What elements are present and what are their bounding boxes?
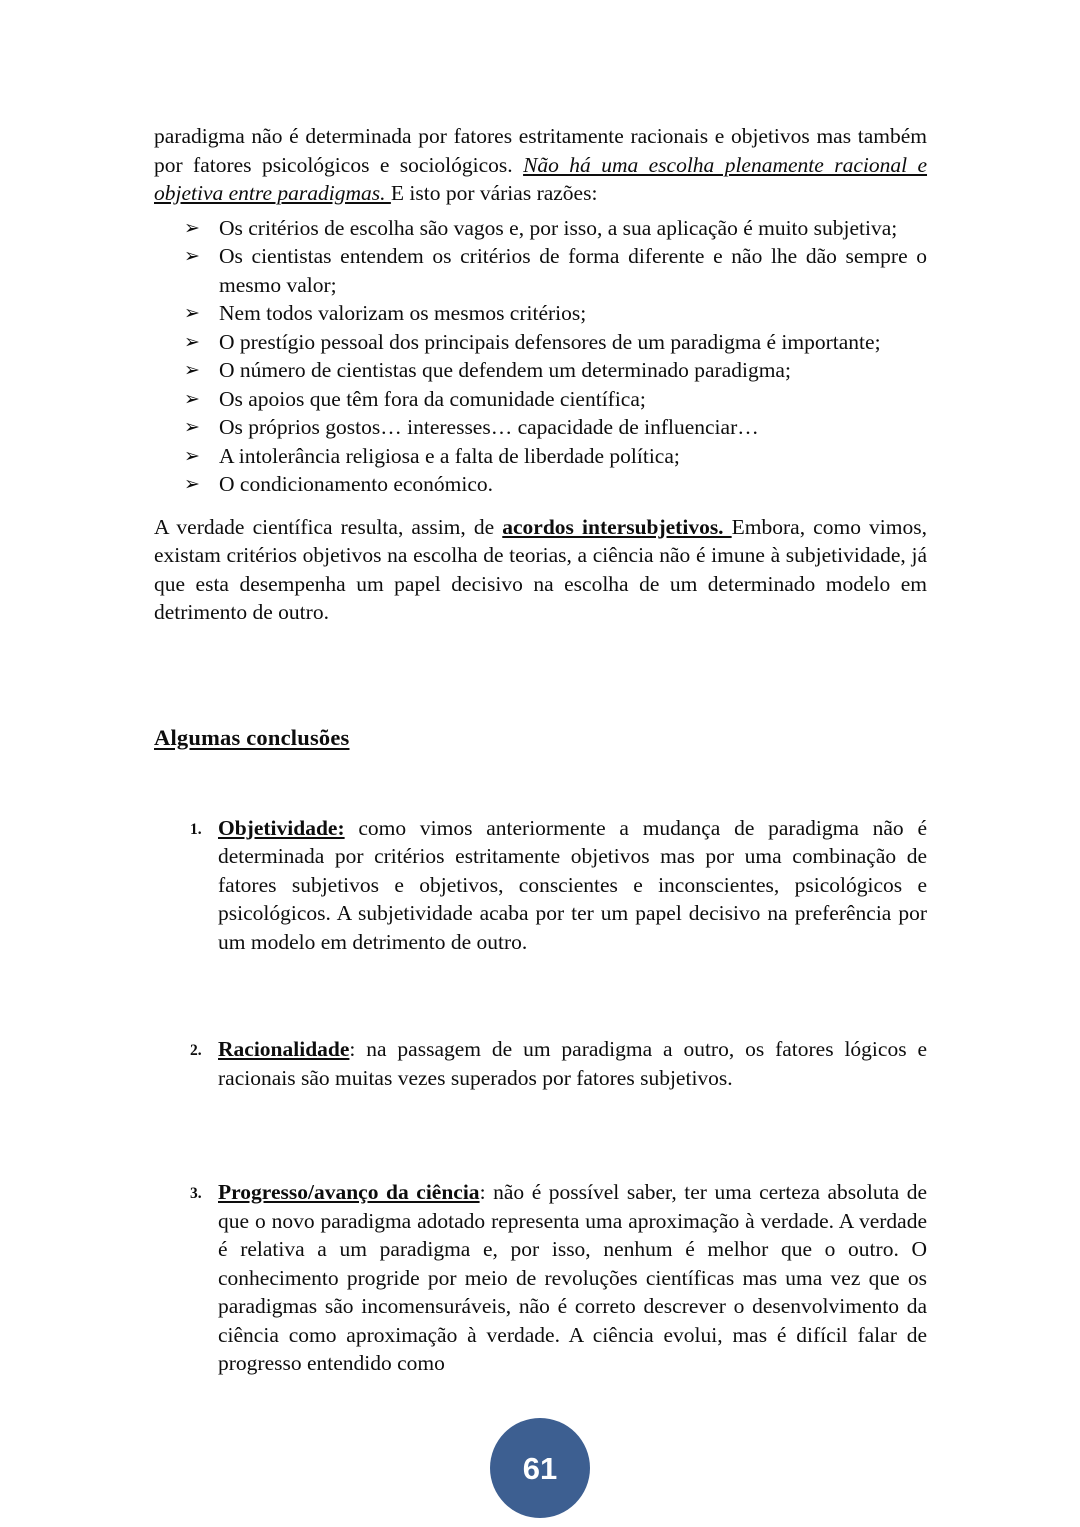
summary-emphasis-phrase: acordos intersubjetivos. [502,514,732,539]
arrow-bullet-icon: ➢ [184,245,200,267]
conclusion-item-progresso [190,1178,927,1378]
arrow-bullet-icon: ➢ [184,359,200,381]
list-number: 2. [190,1042,202,1059]
section-heading-wrap [154,723,927,753]
list-item [184,214,927,243]
list-item-label: A intolerância religiosa e a falta de liberdade política; [219,443,680,468]
conclusion-term: Objetividade: [218,815,345,840]
page-number-label: 61 [522,1450,558,1486]
list-item-label: Os apoios que têm fora da comunidade científica; [219,386,646,411]
list-item [184,413,927,442]
summary-paragraph [154,513,927,627]
list-item [184,356,927,385]
summary-text-before: A verdade científica resulta, assim, de [154,514,503,539]
summary-text-after: Embora, como vimos, existam critérios objetivos na escolha de teorias, a ciência não é imune à subjetividade, já que esta desempenha um papel decisivo na escolha de um determinado modelo em detrimento de outro. [154,514,927,624]
list-item-label: Os próprios gostos… interesses… capacidade de influenciar… [219,415,759,439]
arrow-bullet-icon: ➢ [184,444,200,467]
list-item [184,470,927,499]
arrow-bullet-icon: ➢ [184,473,200,495]
list-item [184,442,927,471]
conclusion-term: Progresso/avanço da ciência [218,1180,480,1204]
list-item-label: O prestígio pessoal dos principais defensores de um paradigma é importante; [219,329,881,354]
list-item [184,242,927,299]
conclusions-list [154,814,927,1378]
list-item [184,299,927,328]
list-number: 1. [190,820,202,838]
conclusion-text: como vimos anteriormente a mudança de paradigma não é determinada por critérios estritamente objetivos mas por uma combinação de fatores subjetivos e objetivos, conscientes e inconscientes, psicológicos e psicológicos. A subjetividade acaba por ter um papel decisivo na preferência por um modelo em detrimento de outro. [218,815,927,954]
list-item [184,328,927,357]
conclusion-term: Racionalidade [218,1037,350,1061]
list-item-label: O número de cientistas que defendem um determinado paradigma; [219,358,791,382]
conclusion-item-objetividade [190,814,927,957]
arrow-bullet-icon: ➢ [184,216,200,239]
page-content [154,122,927,1378]
page-number-badge [490,1418,590,1518]
arrow-bullet-icon: ➢ [184,302,200,324]
arrow-bullet-icon: ➢ [184,387,200,410]
page-title: Algumas conclusões [154,724,350,750]
reasons-bullet-list [154,214,927,499]
intro-text-end: E isto por várias razões: [390,181,598,205]
list-item-label: Nem todos valorizam os mesmos critérios; [219,301,587,325]
conclusion-text: : não é possível saber, ter uma certeza absoluta de que o novo paradigma adotado representa uma aproximação à verdade. A verdade é relativa a um paradigma e, por isso, nenhum é melhor que o outro. O conhecimento progride por meio de revoluções científicas mas uma vez que os paradigmas são incomensuráveis, não é correto descrever o desenvolvimento da ciência como aproximação à verdade. A ciência evolui, mas é difícil falar de progresso entendido como [218,1180,928,1375]
conclusion-text: : na passagem de um paradigma a outro, os fatores lógicos e racionais são muitas vezes superados por fatores subjetivos. [218,1037,927,1090]
list-item-label: Os critérios de escolha são vagos e, por isso, a sua aplicação é muito subjetiva; [219,215,898,240]
intro-paragraph [154,122,927,208]
arrow-bullet-icon: ➢ [184,416,200,438]
arrow-bullet-icon: ➢ [184,330,200,353]
list-number: 3. [190,1185,202,1202]
list-item-label: O condicionamento económico. [219,472,494,496]
intro-text-start: paradigma não é determinada por fatores estritamente racionais e objetivos mas também por fatores psicológicos e sociológicos. [154,124,927,177]
conclusion-item-racionalidade [190,1035,927,1092]
list-item [184,385,927,414]
list-item-label: Os cientistas entendem os critérios de forma diferente e não lhe dão sempre o mesmo valor; [219,244,927,297]
intro-emphasis-phrase: Não há uma escolha plenamente racional e objetiva entre paradigmas. [154,152,928,205]
